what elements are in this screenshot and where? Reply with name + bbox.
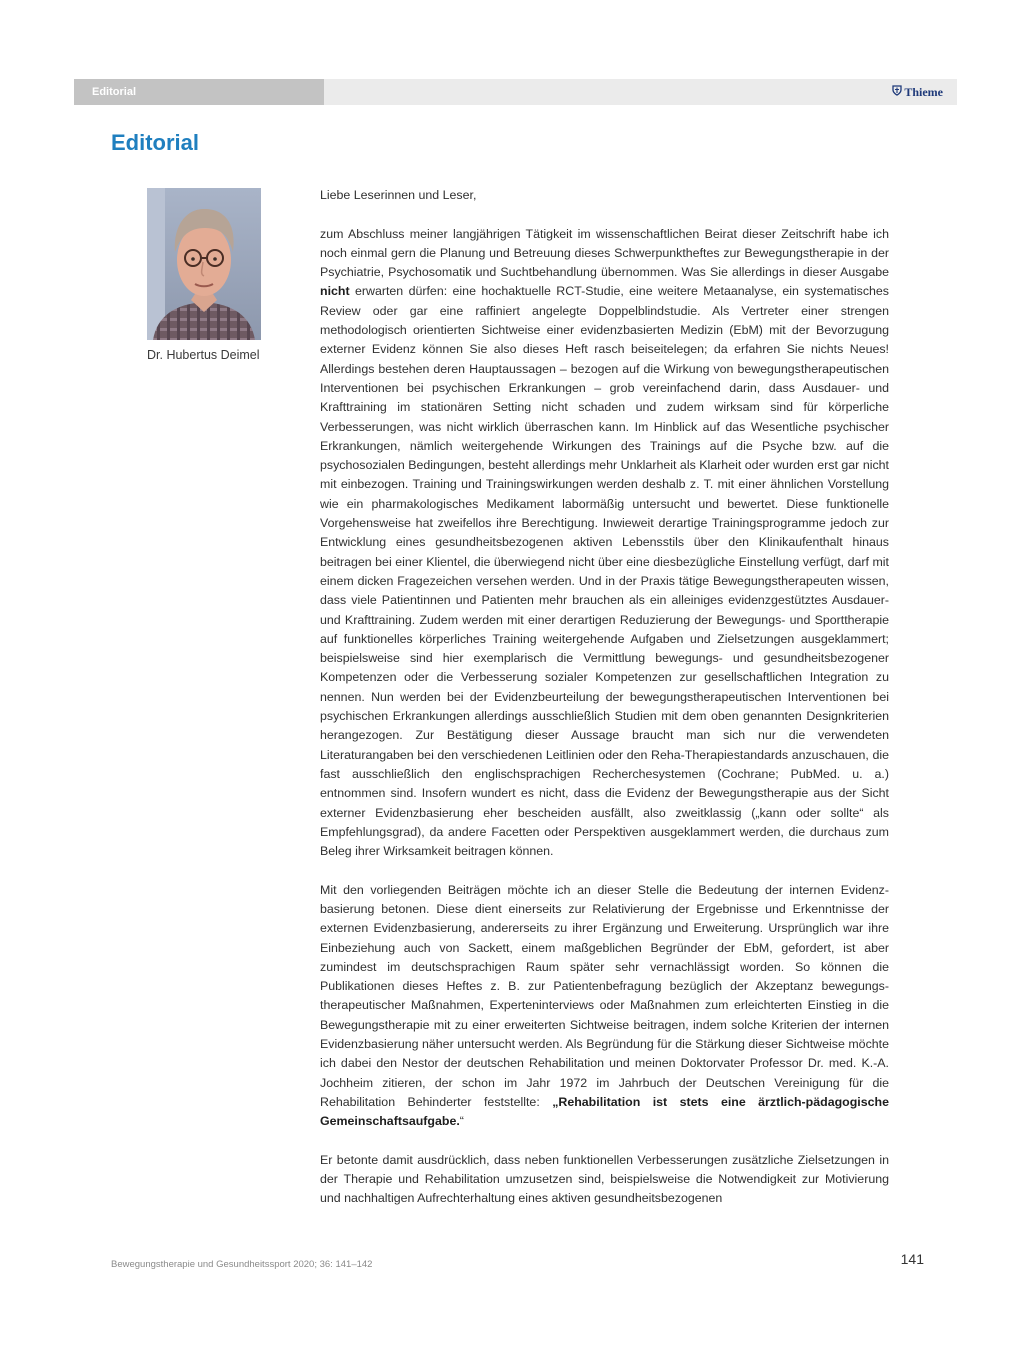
editorial-body xyxy=(320,186,889,1209)
paragraph-2-text: Mit den vorliegenden Beiträgen möchte ich an dieser Stelle die Bedeutung der internen Evidenzbasierung betonen. Diese dient einerseits zur Relativierung der Ergebnisse und Erkenntnisse der externen Evidenzbasierung, andererseits zu ihrer Ergänzung und Erweiterung. Ursprünglich war ihre Einbeziehung auch von Sackett, einem maßgeblichen Begründer der EbM, gefordert, ist aber zumindest im deutschsprachigen Raum später sehr vernachlässigt worden. So können die Publikationen dieses Heftes z. B. zur Patientenbefragung bezüglich der Akzeptanz bewegungstherapeutischer Maßnahmen, Experteninterviews oder Maßnahmen zum erleichterten Einstieg in die Bewegungstherapie mit zu einer erweiterten Sichtweise beitragen, indem solche Kriterien der internen Evidenzbasierung näher untersucht werden. Als Begründung für die Stärkung dieser Sichtweise möchte ich dabei den Nestor der deutschen Rehabilitation und meinen Doktorvater Professor Dr. med. K.-A. Jochheim zitieren, der schon im Jahr 1972 im Jahrbuch der Deutschen Vereinigung für die Rehabilitation Behinderter feststellte: xyxy=(320,882,889,1109)
thieme-emblem-icon xyxy=(892,80,902,106)
page-number: 141 xyxy=(900,1251,924,1267)
author-portrait xyxy=(147,188,261,340)
page-title: Editorial xyxy=(111,130,200,155)
paragraph-1-text-a: zum Abschluss meiner langjährigen Tätigkeit im wissenschaftlichen Beirat dieser Zeitschrift habe ich noch einmal gern die Planung und Betreuung dieses Schwerpunktheftes zur Bewegungstherapie in der Psychiatrie, Psychosomatik und Suchtbehandlung übernommen. Was Sie allerdings in dieser Ausgabe xyxy=(320,226,889,280)
paragraph-1-emphasis: nicht xyxy=(320,284,350,299)
section-label: Editorial xyxy=(74,79,324,105)
author-caption: Dr. Hubertus Deimel xyxy=(147,348,260,362)
paragraph-3: Er betonte damit ausdrücklich, dass neben funktionellen Verbesserungen zusätzliche Zielsetzungen in der Therapie und Rehabilitation umzusetzen sind, beispielsweise die Notwendigkeit zur Motivierung und nachhaltigen Aufrechterhaltung eines aktiven gesundheitsbezogenen xyxy=(320,1152,889,1206)
publisher-name: Thieme xyxy=(904,85,943,99)
quote-closing-mark: “ xyxy=(459,1114,464,1129)
header-bar xyxy=(74,79,957,105)
journal-citation: Bewegungstherapie und Gesundheitssport 2020; 36: 141–142 xyxy=(111,1259,373,1270)
paragraph-1 xyxy=(320,225,889,862)
publisher-logo xyxy=(892,79,943,105)
jochheim-quote: „Rehabilitation ist stets eine ärztlich-pädagogische Gemeinschaftsaufgabe. xyxy=(320,1094,889,1129)
salutation: Liebe Leserinnen und Leser, xyxy=(320,188,477,202)
paragraph-1-text-b: erwarten dürfen: eine hochaktuelle RCT-Studie, eine weitere Metaanalyse, ein systematisches Review oder gar eine raffiniert angelegte Doppelblindstudie. Als Vertreter einer strengen methodologisch orientierten Sichtweise einer evidenzbasierten Medizin (EbM) mit der Bevorzugung externer Evidenz können Sie also dieses Heft rasch beiseitelegen; da erfahren Sie nichts Neues! Allerdings bestehen deren Hauptaussagen – bezogen auf die Wirkung von bewegungstherapeutischen Interventionen bei psychischen Erkrankungen – grob vereinfachend darin, dass Ausdauer- und Krafttraining im stationären Setting nicht schaden und zudem wirksam sind für körperliche Verbesserungen, was nicht wirklich überraschen kann. Im Hinblick auf das Wesentliche psychischer Erkrankungen, nämlich weitergehende Wirkungen des Trainings auf die Psyche bzw. auf die psychosozialen Bedingungen, besteht allerdings mehr Unklarheit als Klarheit oder wurden erst gar nicht mit einbezogen. Training und Trainingswirkungen werden deshalb z. T. mit einer ähnlichen Vorstellung wie ein pharmakologisches Medikament labormäßig untersucht und bewertet. Diese funktionelle Vorgehensweise hat zweifellos ihre Berechtigung. Inwieweit derartige Trainingsprogramme jedoch zur Entwicklung eines gesundheitsbezogenen aktiven Lebensstils über den Klinikaufenthalt hinaus beitragen bei einer Klientel, die überwiegend nicht über eine diesbezügliche Einstellung verfügt, darf mit einem dicken Fragezeichen versehen werden. Und in der Praxis tätige Bewegungstherapeuten wissen, dass viele Patientinnen und Patienten mehr brauchen als ein alleiniges evidenzgestütztes Ausdauer- und Krafttraining. Zudem werden mit einer derartigen Reduzierung der Bewegungs- und Sporttherapie auf funktionelles körperliches Training weitergehende Aufgaben und Zielsetzungen ausgeklammert; beispielsweise sind hier exemplarisch die Vermittlung bewegungs- und gesundheitsbezogener Kompetenzen oder die Verbesserung sozialer Kompetenzen zur gesellschaftlichen Integration zu nennen. Nun werden bei der Evidenzbeurteilung der bewegungstherapeutischen Interventionen bei psychischen Erkrankungen allerdings ausschließlich Studien mit dem oben genannten Designkriterien herangezogen. Zur Bestätigung dieser Aussage braucht man sich nur die verwendeten Literaturangaben bei den verschiedenen Leitlinien oder den Reha-Therapiestandards anzuschauen, die fast ausschließlich den englischsprachigen Recherchesystemen (Cochrane; PubMed. u. a.) entnommen sind. Insofern wundert es nicht, dass die Evidenz der Bewegungstherapie aus der Sicht externer Evidenzbasierung eher bescheiden ausfällt, also zweitklassig („kann oder sollte“ als Empfehlungsgrad), da andere Facetten oder Perspektiven ausgeklammert werden, die durchaus zum Beleg ihrer Wirksamkeit beitragen können. xyxy=(320,284,889,859)
paragraph-2 xyxy=(320,881,889,1132)
